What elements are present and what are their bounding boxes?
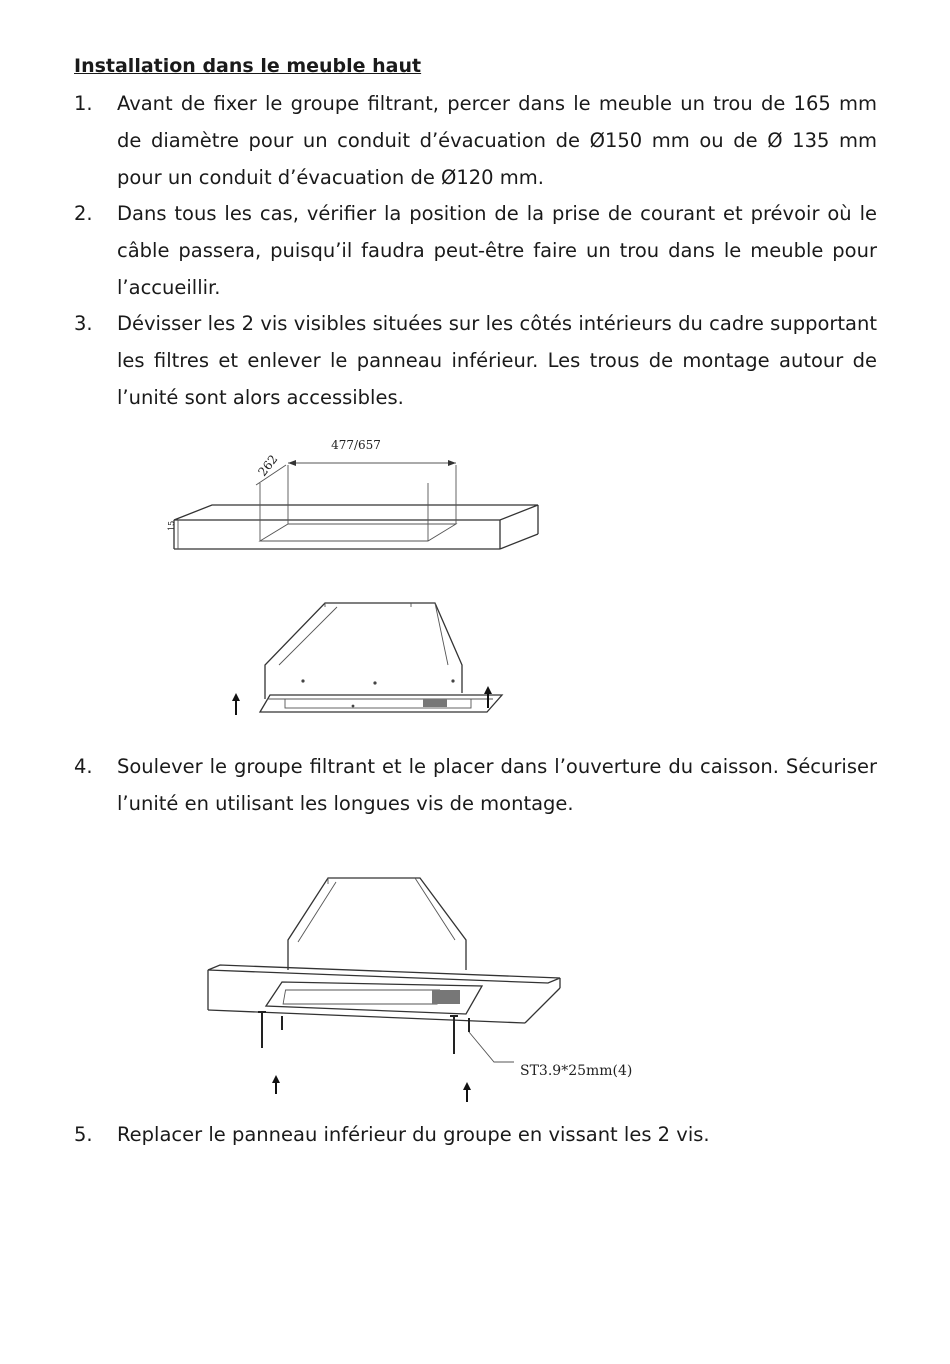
step-3 xyxy=(74,305,877,416)
step-text: Replacer le panneau inférieur du groupe en vissant les 2 vis. xyxy=(117,1123,710,1146)
step-5 xyxy=(74,1116,877,1153)
hood-body xyxy=(265,603,462,699)
up-arrow-icon xyxy=(484,686,492,708)
thickness-label: 15 xyxy=(167,520,176,531)
up-arrow-icon xyxy=(272,1075,280,1094)
step-number: 2. xyxy=(74,202,93,225)
step-4 xyxy=(74,748,877,822)
cutout-dimension-diagram xyxy=(160,425,550,560)
depth-label: 262 xyxy=(255,452,281,479)
cutout-opening xyxy=(260,524,456,541)
cabinet-panel xyxy=(208,965,560,983)
step-number: 4. xyxy=(74,755,93,778)
width-label: 477/657 xyxy=(331,438,381,452)
step-number: 5. xyxy=(74,1123,93,1146)
step-text: Avant de fixer le groupe filtrant, percer dans le meuble un trou de 165 mm de diamètre pour un conduit d’évacuation de Ø150 mm ou de Ø 135 mm pour un conduit d’évacuation de Ø120 mm. xyxy=(117,92,877,189)
screw-icon xyxy=(258,1012,266,1048)
step-text: Soulever le groupe filtrant et le placer dans l’ouverture du caisson. Sécuriser l’unité en utilisant les longues vis de montage. xyxy=(117,755,877,815)
step-1 xyxy=(74,85,877,196)
step-2 xyxy=(74,195,877,306)
step-number: 3. xyxy=(74,312,93,335)
page-title: Installation dans le meuble haut xyxy=(74,55,422,77)
step-number: 1. xyxy=(74,92,93,115)
step-text: Dans tous les cas, vérifier la position de la prise de courant et prévoir où le câble passera, puisqu’il faudra peut-être faire un trou dans le meuble pour l’accueillir. xyxy=(117,202,877,299)
hood-body xyxy=(288,878,466,970)
mounting-diagram xyxy=(170,840,670,1110)
cabinet-panel xyxy=(174,505,538,520)
up-arrow-icon xyxy=(232,693,240,715)
step-text: Dévisser les 2 vis visibles situées sur les côtés intérieurs du cadre supportant les filtres et enlever le panneau inférieur. Les trous de montage autour de l’unité sont alors accessibles. xyxy=(117,312,877,409)
filter-frame xyxy=(260,695,502,712)
up-arrow-icon xyxy=(463,1082,471,1102)
screw-icon xyxy=(450,1016,458,1054)
screw-leader-line xyxy=(469,1032,514,1062)
hood-unit-diagram xyxy=(225,595,505,720)
screw-label: ST3.9*25mm(4) xyxy=(520,1063,633,1079)
